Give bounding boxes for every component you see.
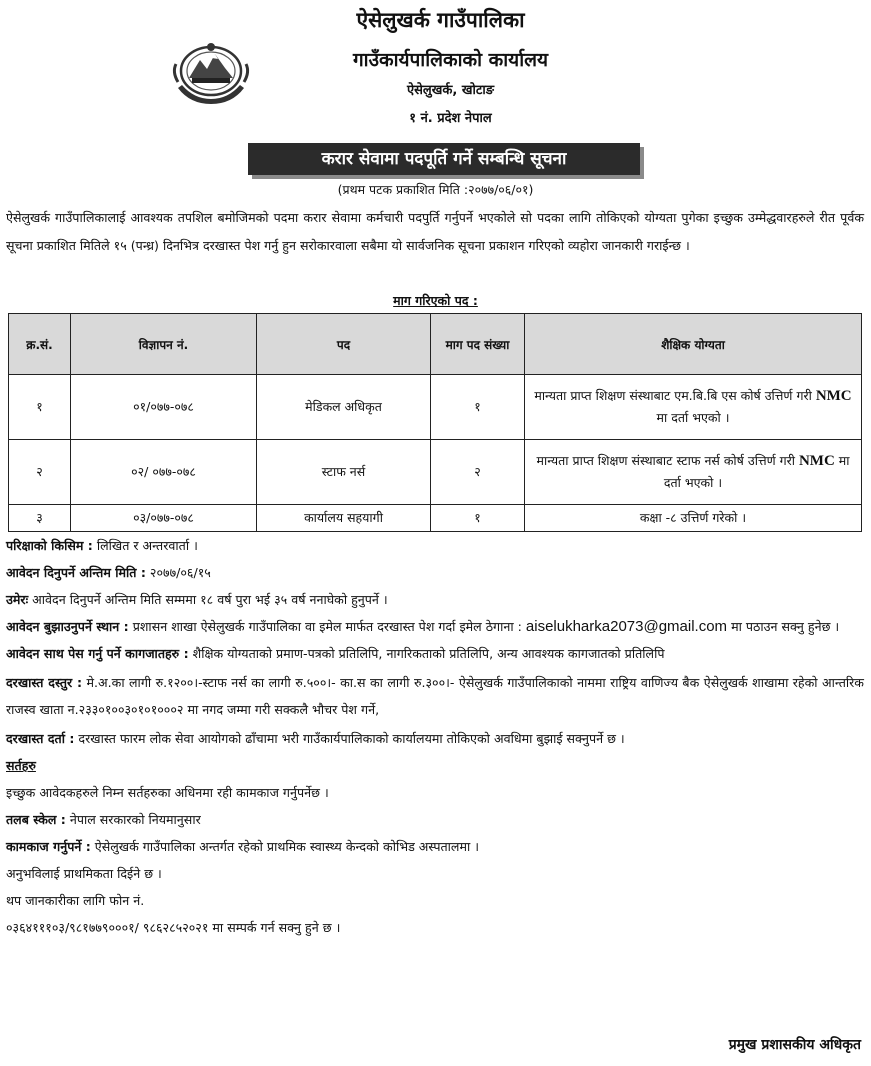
cell-qualification	[525, 505, 862, 532]
email-suffix: मा पठाउन सक्नु हुनेछ ।	[727, 619, 840, 634]
deadline-label: आवेदन दिनुपर्ने अन्तिम मिति :	[6, 565, 146, 580]
cell-position: मेडिकल अधिकृत	[257, 375, 431, 440]
letterhead	[0, 0, 871, 135]
nmc-text: NMC	[815, 388, 852, 404]
terms-heading-text: सर्तहरु	[6, 758, 36, 773]
salary-value: नेपाल सरकारको नियमानुसार	[65, 812, 201, 827]
exam-type	[6, 532, 864, 559]
cell-count: २	[431, 440, 525, 505]
cell-position: स्टाफ नर्स	[257, 440, 431, 505]
cell-ad-no: ०१/०७७-०७८	[71, 375, 257, 440]
cell-count: १	[431, 375, 525, 440]
nmc-text: NMC	[798, 453, 835, 469]
cell-sn: २	[9, 440, 71, 505]
age-value: आवेदन दिनुपर्ने अन्तिम मिति सम्ममा १८ वर्ष पुरा भई ३५ वर्ष ननाघेको हुनुपर्ने ।	[28, 592, 388, 607]
contact-intro: थप जानकारीका लागि फोन नं.	[6, 893, 145, 908]
table-row	[9, 440, 862, 505]
terms-intro: इच्छुक आवेदकहरुले निम्न सर्तहरुका अधिनमा रही कामकाज गर्नुपर्नेछ ।	[6, 785, 329, 800]
salary-label: तलब स्केल :	[6, 812, 66, 827]
cell-count: १	[431, 505, 525, 532]
table-row	[9, 505, 862, 532]
required-documents	[6, 640, 864, 667]
published-date: (प्रथम पटक प्रकाशित मिति :२०७७/०६/०१)	[337, 182, 534, 197]
application-registration	[6, 725, 864, 752]
table-row	[9, 375, 862, 440]
cell-ad-no: ०२/ ०७७-०७८	[71, 440, 257, 505]
col-header-position: पद	[257, 314, 431, 375]
contact-phones: ०३६४१११०३/९८१७७९०००१/ ९८६२८५२०२१ मा सम्पर्क गर्न सक्नु हुने छ ।	[6, 920, 341, 935]
details-section	[6, 532, 864, 941]
cell-sn: १	[9, 375, 71, 440]
docs-label: आवेदन साथ पेस गर्नु पर्ने कागजातहरु :	[6, 646, 189, 661]
fee-value: मे.अ.का लागी रु.१२००।-स्टाफ नर्स का लागी रु.५००।- का.स का लागी रु.३००।- ऐसेलुखर्क गाउँपालिकाको नाममा राष्ट्रिय वाणिज्य बैक ऐसेलुखर्क शाखामा रहेको आन्तरिक राजस्व खाता न.२३३०१००३०१०१०००२ मा नगद जम्मा गरी सक्कलै भौचर पेश गर्ने,	[6, 675, 864, 717]
work-value: ऐसेलुखर्क गाउँपालिका अन्तर्गत रहेको प्राथमिक स्वास्थ्य केन्दको कोभिड अस्पतालमा ।	[90, 839, 480, 854]
salary-scale	[6, 806, 864, 833]
work-label: कामकाज गर्नुपर्ने :	[6, 839, 91, 854]
cell-position: कार्यालय सहयागी	[257, 505, 431, 532]
cell-qualification	[525, 375, 862, 440]
qualification-suffix: मा दर्ता भएको ।	[656, 410, 730, 425]
deadline	[6, 559, 864, 586]
age-requirement	[6, 586, 864, 613]
col-header-qualification: शैक्षिक योग्यता	[525, 314, 862, 375]
office-name: गाउँकार्यपालिकाको कार्यालय	[352, 49, 549, 71]
qualification-text: मान्यता प्राप्त शिक्षण संस्थाबाट स्टाफ नर्स कोर्ष उत्तिर्ण गरी	[536, 453, 799, 468]
province-name: १ नं. प्रदेश नेपाल	[409, 111, 492, 126]
col-header-ad-no: विज्ञापन नं.	[71, 314, 257, 375]
email-address[interactable]: aiselukharka2073@gmail.com	[525, 618, 728, 635]
submission-place	[6, 613, 864, 640]
terms-heading	[6, 752, 864, 779]
reg-label: दरखास्त दर्ता :	[6, 731, 75, 746]
qualification-suffix: मा दर्ता भएको ।	[663, 453, 850, 490]
cell-sn: ३	[9, 505, 71, 532]
exam-type-value: लिखित र अन्तरवार्ता ।	[92, 538, 198, 553]
col-header-sn: क्र.सं.	[9, 314, 71, 375]
submit-value: प्रशासन शाखा ऐसेलुखर्क गाउँपालिका वा इमेल मार्फत दरखास्त पेश गर्दा इमेल ठेगाना :	[128, 619, 522, 634]
signature-title: प्रमुख प्रशासकीय अधिकृत	[728, 1037, 861, 1053]
application-fee	[6, 669, 864, 723]
col-header-count: माग पद संख्या	[431, 314, 525, 375]
cell-qualification	[525, 440, 862, 505]
age-label: उमेरः	[6, 592, 29, 607]
cell-ad-no: ०३/०७७-०७८	[71, 505, 257, 532]
posts-table	[8, 313, 862, 532]
municipality-name: ऐसेलुखर्क गाउँपालिका	[356, 8, 525, 32]
intro-paragraph: ऐसेलुखर्क गाउँपालिकालाई आवश्यक तपशिल बमोजिमको पदमा करार सेवामा कर्मचारी पदपुर्ति गर्नुपर्ने भएकोले सो पदका लागि तोकिएको योग्यता पुगेका इच्छुक उम्मेद्धवारहरुले रीत पूर्वक सूचना प्रकाशित मितिले १५ (पन्ध्र) दिनभित्र दरखास्त पेश गर्नु हुन सरोकारवाला सबैमा यो सार्वजनिक सूचना प्रकाशन गरिएको व्यहोरा जानकारी गराईन्छ ।	[6, 210, 864, 253]
experience-note: अनुभविलाई प्राथमिकता दिईने छ ।	[6, 866, 162, 881]
submit-label: आवेदन बुझाउनुपर्ने स्थान :	[6, 619, 129, 634]
office-address: ऐसेलुखर्क, खोटाङ	[406, 83, 495, 98]
fee-label: दरखास्त दस्तुर :	[6, 675, 83, 690]
exam-type-label: परिक्षाको किसिम :	[6, 538, 93, 553]
notice-title: करार सेवामा पदपूर्ति गर्ने सम्बन्धि सूचना	[248, 143, 640, 175]
deadline-value: २०७७/०६/१५	[145, 565, 211, 580]
table-header-row	[9, 314, 862, 375]
reg-value: दरखास्त फारम लोक सेवा आयोगको ढाँचामा भरी गाउँकार्यपालिकाको कार्यालयमा तोकिएको अवधिमा बुझाई सक्नुपर्ने छ ।	[74, 731, 625, 746]
qualification-text: मान्यता प्राप्त शिक्षण संस्थाबाट एम.बि.बि एस कोर्ष उत्तिर्ण गरी	[534, 388, 816, 403]
docs-value: शैक्षिक योग्यताको प्रमाण-पत्रको प्रतिलिपि, नागरिकताको प्रतिलिपि, अन्य आवश्यक कागजातको प्रतिलिपि	[188, 646, 665, 661]
posts-heading: माग गरिएको पद :	[393, 293, 478, 308]
qualification-text: कक्षा -८ उत्तिर्ण गरेको ।	[639, 510, 747, 525]
work-place	[6, 833, 864, 860]
